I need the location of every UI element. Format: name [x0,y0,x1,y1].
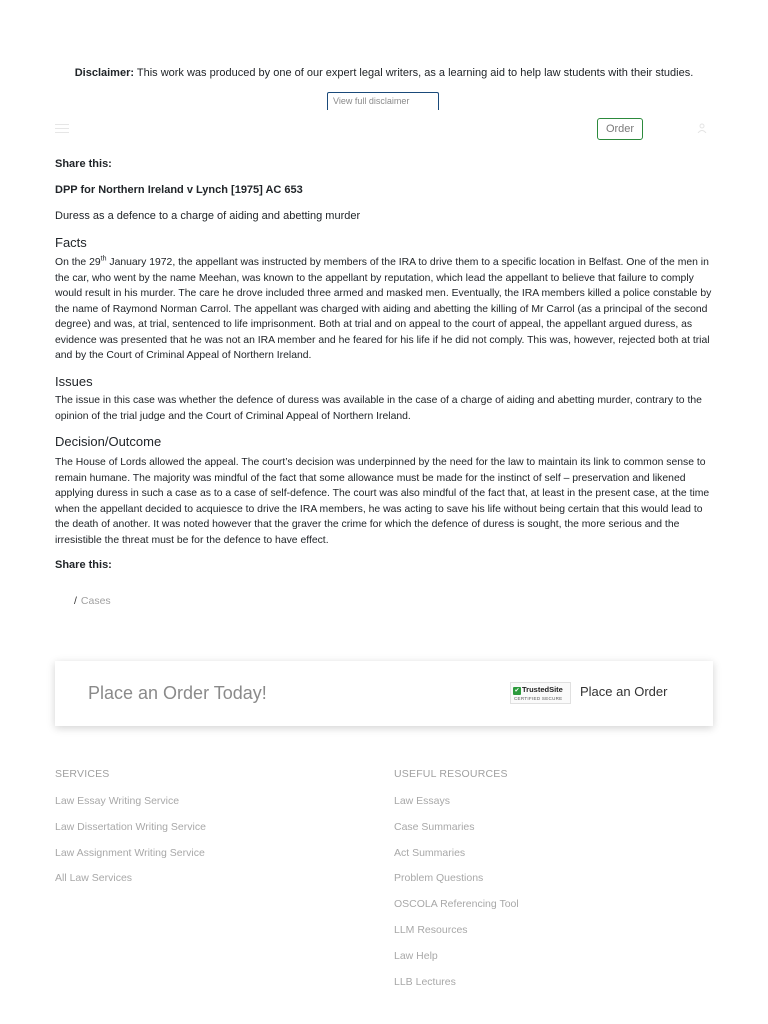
disclaimer-label: Disclaimer: [74,67,135,79]
breadcrumb-separator: / [74,595,77,607]
footer-resources [394,768,519,1001]
share-label: Share this: [55,158,112,170]
case-title: DPP for Northern Ireland v Lynch [1975] AC 653 [55,184,303,196]
place-order-link[interactable]: Place an Order [580,684,668,699]
decision-heading: Decision/Outcome [55,434,162,449]
footer-link[interactable]: Law Help [394,949,438,962]
case-subtitle: Duress as a defence to a charge of aiding and abetting murder [55,210,361,222]
facts-superscript: th [100,255,107,263]
footer-link[interactable]: All Law Services [55,872,133,885]
trustedsite-badge[interactable] [510,682,571,704]
disclaimer-text: This work was produced by one of our expert legal writers, as a learning aid to help law students with their studies. [134,67,694,79]
view-disclaimer-button[interactable]: View full disclaimer [327,92,439,110]
user-icon[interactable] [697,123,707,133]
footer-link[interactable]: LLM Resources [394,923,468,936]
footer-link[interactable]: OSCOLA Referencing Tool [394,898,519,911]
footer-services-heading: SERVICES [55,768,110,780]
order-card-title: Place an Order Today! [88,683,267,703]
footer-link[interactable]: Law Essays [394,795,451,807]
issues-text: The issue in this case was whether the defence of duress was available in the case of a charge of aiding and abetting murder, contrary to the opinion of the trial judge and the Court of Criminal Appeal of Northern Ireland. [55,395,702,422]
share-label-bottom: Share this: [55,559,112,571]
trustedsite-subtext: CERTIFIED SECURE [514,696,563,701]
decision-text: The House of Lords allowed the appeal. The court’s decision was underpinned by the need for the law to maintain its link to common sense to remain humane. The majority was mindful of the fact that some allowance must be made for the instinct of self – preservation and likened applying duress in such a case as to a case of self-defence. The court was also mindful of the fact that, at least in the present case, at the time when the appellant decided to acquiesce to drive the IRA members, he was acting to save his life without being certain that this would lead to the death of another. It was noted however that the graver the crime for which the defence of duress is sought, the more serious and the irresistible the threat must be for the defence to have effect. [55,457,710,546]
facts-heading: Facts [55,235,87,250]
footer-services [55,768,206,898]
order-button[interactable]: Order [597,118,643,140]
order-card [55,661,713,726]
footer-resources-heading: USEFUL RESOURCES [394,768,508,780]
facts-text-start: On the 29 [55,257,101,268]
hamburger-menu-icon[interactable] [55,124,69,134]
footer-link[interactable]: Law Dissertation Writing Service [55,820,206,833]
footer-link[interactable]: Act Summaries [394,846,466,859]
footer-link[interactable]: Problem Questions [394,872,484,885]
facts-text-rest: January 1972, the appellant was instructed by members of the IRA to drive them to a specific location in Belfast. One of the men in the car, who went by the name Meehan, was known to the appellant by reputation, which lead the appellant to believe that failure to comply would result in his murder. The care he drove included three armed and masked men. Eventually, the IRA members killed a police constable by the name of Raymond Norman Carrol. The appellant was charged with aiding and abetting the killing of Mr Carrol (as a principal of the second degree) and was, at trial, sentenced to life imprisonment. Both at trial and on appeal to the court of appeal, the appellant argued duress, as evidence was presented that he was not an IRA member and he feared for his life if he did not comply. This was, however, rejected both at trial and by the Court of Criminal Appeal of Northern Ireland. [55,257,712,361]
disclaimer-banner [0,67,768,79]
issues-heading: Issues [55,374,93,389]
facts-text [55,255,715,364]
breadcrumb-cases-link[interactable]: Cases [80,595,111,607]
check-icon: ✔ [514,688,520,694]
footer-link[interactable]: Case Summaries [394,820,475,833]
breadcrumb [74,595,111,607]
footer-link[interactable]: LLB Lectures [394,975,456,988]
trustedsite-brand: TrustedSite [522,685,563,694]
footer-link[interactable]: Law Assignment Writing Service [55,846,205,859]
footer-link[interactable]: Law Essay Writing Service [55,795,180,807]
